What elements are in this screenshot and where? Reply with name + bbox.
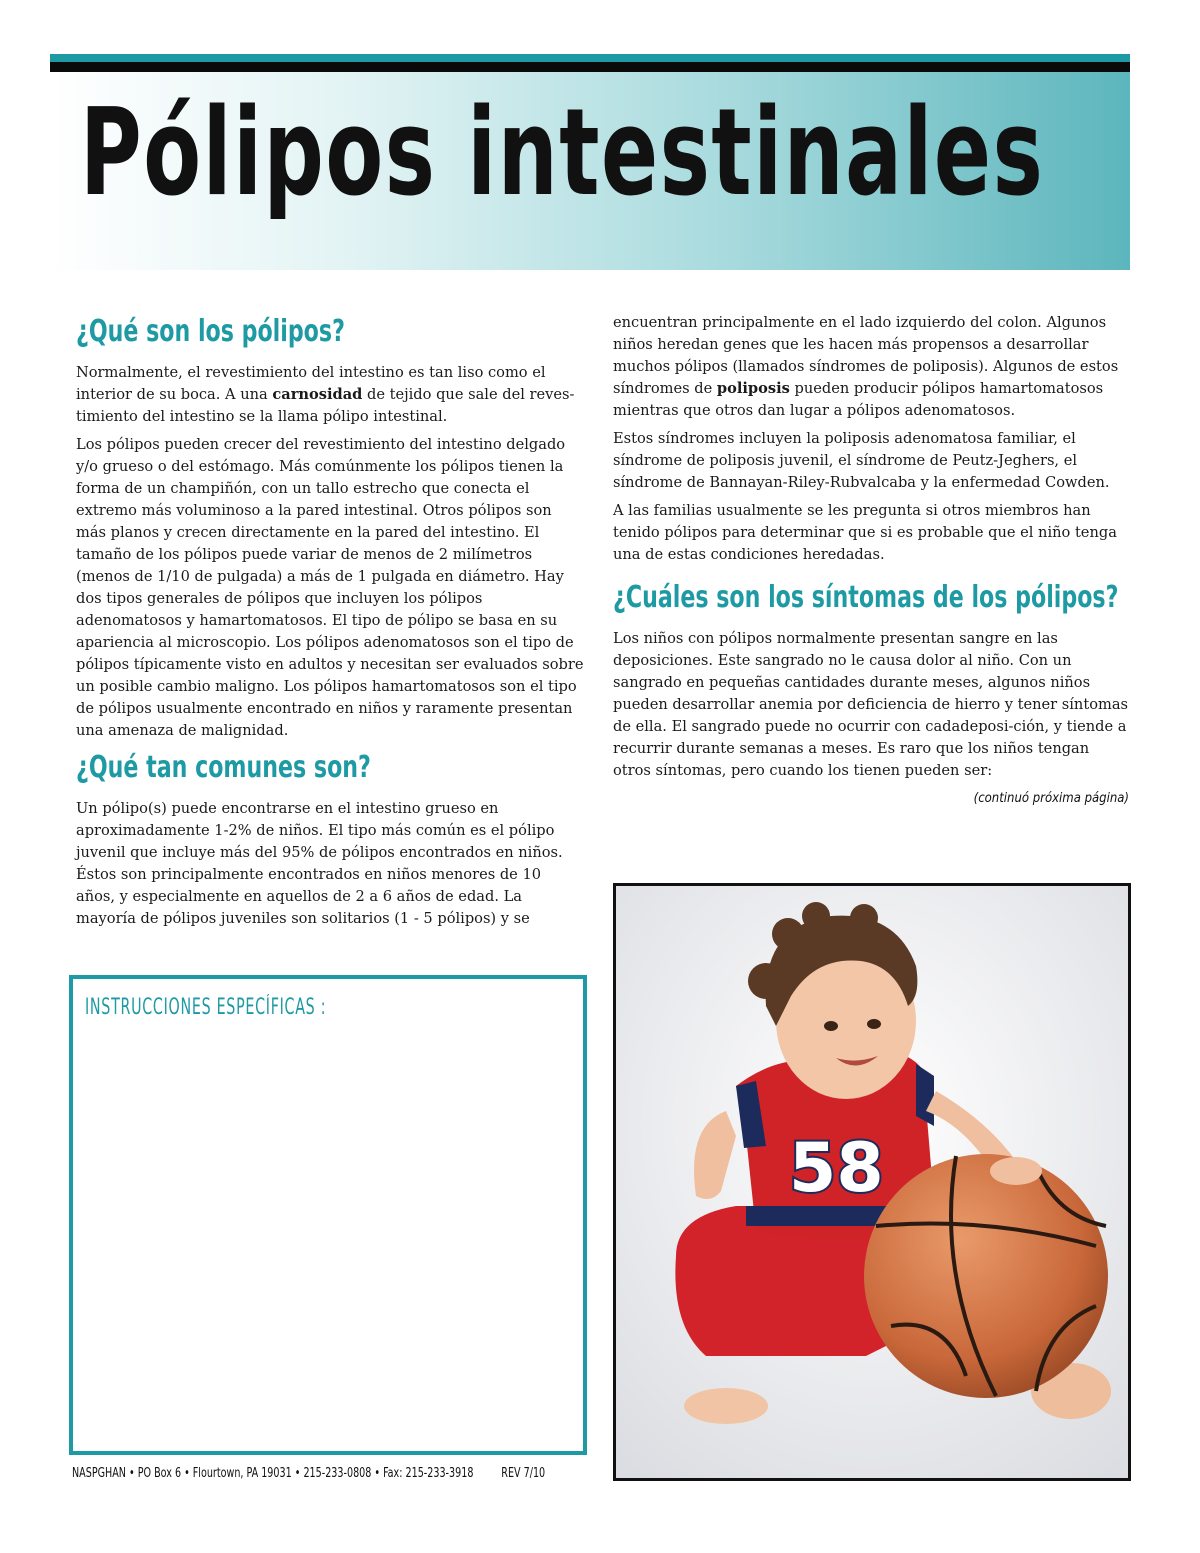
- paragraph-text: pueden producir pólipos hamartomatosos mientras que otros dan lugar a pólipos adenomatosos.: [613, 380, 1104, 419]
- page-title: Pólipos intestinales: [80, 84, 1045, 223]
- child-photo: [613, 883, 1131, 1481]
- bold-term: carnosidad: [272, 386, 363, 403]
- paragraph-text: de tejido que sale del reves-timiento del intestino se la llama pólipo intestinal.: [76, 386, 575, 425]
- bold-term: poliposis: [716, 380, 790, 397]
- paragraph: Estos síndromes incluyen la poliposis adenomatosa familiar, el síndrome de poliposis juvenil, el síndrome de Peutz-Jeghers, el síndrome de Bannayan-Riley-Rubvalcaba y la enfermedad Cowden.: [613, 430, 1110, 491]
- section-heading-what-are-polyps: ¿Qué son los pólipos?: [76, 314, 345, 349]
- top-accent-bar: [50, 54, 1130, 62]
- footer: [72, 1466, 546, 1481]
- paragraph: A las familias usualmente se les pregunta si otros miembros han tenido pólipos para determinar que si es probable que el niño tenga una de estas condiciones heredadas.: [613, 502, 1117, 563]
- section-heading-how-common: ¿Qué tan comunes son?: [76, 750, 371, 785]
- footer-revision: REV 7/10: [501, 1466, 546, 1481]
- jersey-number: 58: [789, 1129, 884, 1208]
- paragraph: Los niños con pólipos normalmente presentan sangre en las deposiciones. Este sangrado no le causa dolor al niño. Con un sangrado en pequeñas cantidades durante meses, algunos niños pueden desarrollar anemia por deficiencia de hierro y tener síntomas de ella. El sangrado puede no ocurrir con cadadeposi-ción, y tiende a recurrir durante semanas a meses. Es raro que los niños tengan otros síntomas, pero cuando los tienen pueden ser:: [613, 630, 1129, 779]
- instructions-box[interactable]: [69, 975, 587, 1455]
- footer-contact: NASPGHAN • PO Box 6 • Flourtown, PA 19031 • 215-233-0808 • Fax: 215-233-3918: [72, 1466, 474, 1481]
- paragraph: Los pólipos pueden crecer del revestimiento del intestino delgado y/o grueso o del estómago. Más comúnmente los pólipos tienen la forma de un champiñón, con un tallo estrecho que conecta el extremo más voluminoso a la pared intestinal. Otros pólipos son más planos y crecen directamente en la pared del intestino. El tamaño de los pólipos puede variar de menos de 2 milímetros (menos de 1/10 de pulgada) a más de 1 pulgada en diámetro. Hay dos tipos generales de pólipos que incluyen los pólipos adenomatosos y hamartomatosos. El tipo de pólipo se basa en su apariencia al microscopio. Los pólipos adenomatosos son el tipo de pólipos típicamente visto en adultos y necesitan ser evaluados sobre un posible cambio maligno. Los pólipos hamartomatosos son el tipo de pólipos usualmente encontrado en niños y raramente presentan una amenaza de malignidad.: [76, 436, 584, 739]
- instructions-title: INSTRUCCIONES ESPECÍFICAS :: [85, 995, 327, 1020]
- section-heading-symptoms: ¿Cuáles son los síntomas de los pólipos?: [613, 580, 1119, 615]
- right-column: [613, 312, 1129, 810]
- paragraph: Un pólipo(s) puede encontrarse en el intestino grueso en aproximadamente 1-2% de niños. El tipo más común es el pólipo juvenil que incluye más del 95% de pólipos encontrados en niños. Éstos son principalmente encontrados en niños menores de 10 años, y especialmente en aquellos de 2 a 6 años de edad. La mayoría de pólipos juveniles son solitarios (1 - 5 pólipos) y se: [76, 800, 563, 927]
- left-column: [76, 312, 584, 936]
- paragraph-text: Normalmente, el revestimiento del intestino es tan liso como el interior de su boca. A una: [76, 364, 546, 403]
- continued-note: (continuó próxima página): [973, 791, 1129, 806]
- paragraph: [76, 362, 584, 428]
- top-black-bar: [50, 62, 1130, 72]
- child-with-basketball-illustration: [616, 886, 1128, 1478]
- paragraph: [613, 312, 1129, 422]
- paragraph-text: encuentran principalmente en el lado izquierdo del colon. Algunos niños heredan genes que les hacen más propensos a desarrollar muchos pólipos (llamados síndromes de poliposis). Algunos de estos síndromes de: [613, 314, 1119, 397]
